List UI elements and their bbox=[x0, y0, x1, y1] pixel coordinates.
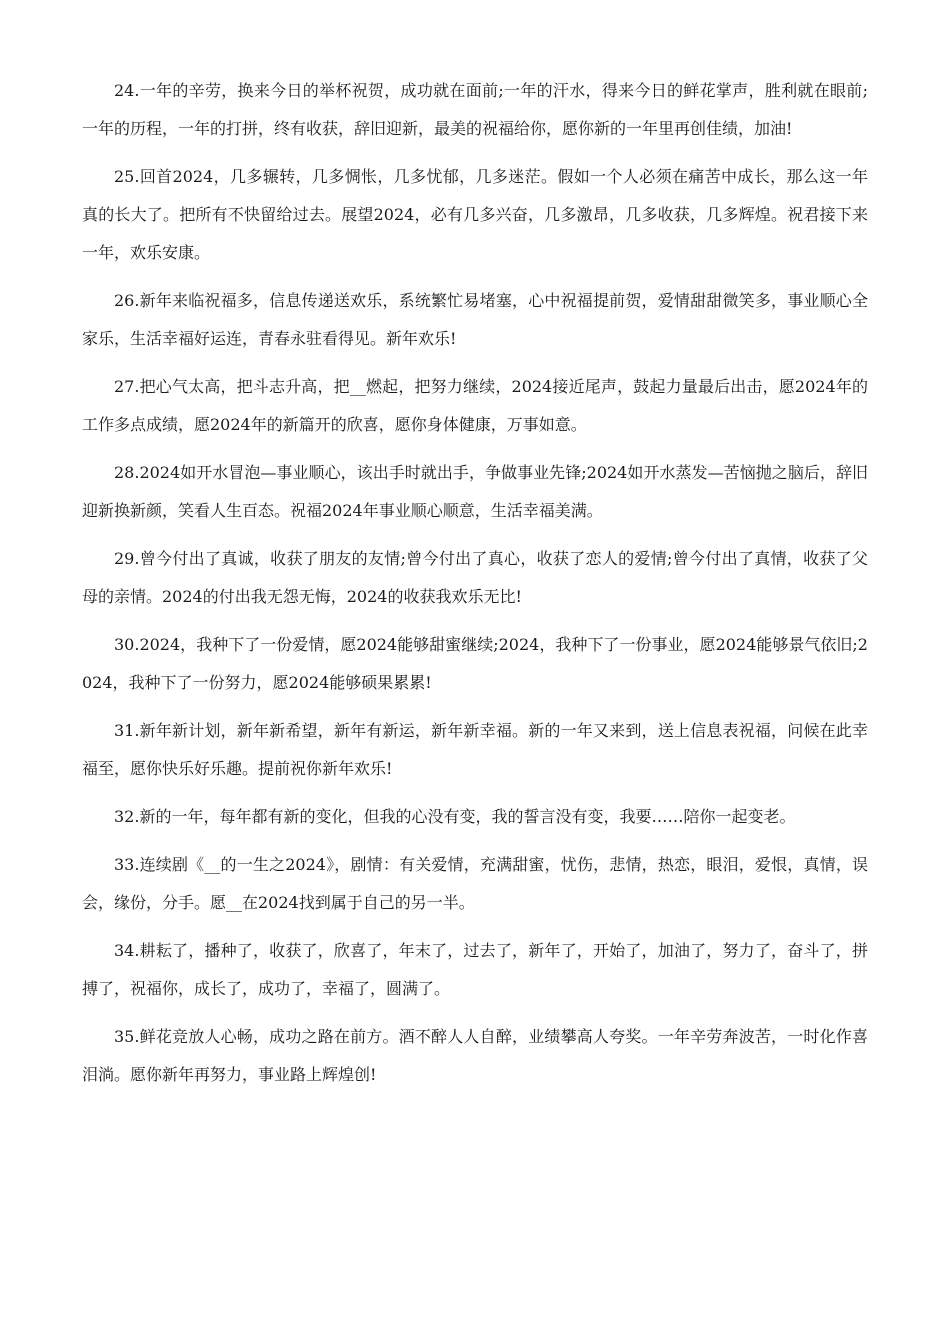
paragraph-25: 25.回首2024，几多辗转，几多惆怅，几多忧郁，几多迷茫。假如一个人必须在痛苦中成长，那么这一年真的长大了。把所有不快留给过去。展望2024，必有几多兴奋，几多激昂，几多收获，几多辉煌。祝君接下来一年，欢乐安康。 bbox=[82, 167, 868, 262]
paragraph-34: 34.耕耘了，播种了，收获了，欣喜了，年末了，过去了，新年了，开始了，加油了，努力了，奋斗了，拼搏了，祝福你，成长了，成功了，幸福了，圆满了。 bbox=[82, 941, 868, 998]
paragraph-29: 29.曾今付出了真诚，收获了朋友的友情;曾今付出了真心，收获了恋人的爱情;曾今付出了真情，收获了父母的亲情。2024的付出我无怨无悔，2024的收获我欢乐无比! bbox=[82, 549, 868, 606]
paragraph-30: 30.2024，我种下了一份爱情，愿2024能够甜蜜继续;2024，我种下了一份事业，愿2024能够景气依旧;2024，我种下了一份努力，愿2024能够硕果累累! bbox=[82, 635, 868, 692]
paragraph-26: 26.新年来临祝福多，信息传递送欢乐，系统繁忙易堵塞，心中祝福提前贺，爱情甜甜微笑多，事业顺心全家乐，生活幸福好运连，青春永驻看得见。新年欢乐! bbox=[82, 291, 868, 348]
paragraph-28: 28.2024如开水冒泡—事业顺心，该出手时就出手，争做事业先锋;2024如开水蒸发—苦恼抛之脑后，辞旧迎新换新颜，笑看人生百态。祝福2024年事业顺心顺意，生活幸福美满。 bbox=[82, 463, 868, 520]
paragraph-27: 27.把心气太高，把斗志升高，把__燃起，把努力继续，2024接近尾声，鼓起力量最后出击，愿2024年的工作多点成绩，愿2024年的新篇开的欣喜，愿你身体健康，万事如意。 bbox=[82, 377, 868, 434]
paragraph-35: 35.鲜花竞放人心畅，成功之路在前方。酒不醉人人自醉，业绩攀高人夸奖。一年辛劳奔波苦，一时化作喜泪淌。愿你新年再努力，事业路上辉煌创! bbox=[82, 1027, 868, 1084]
paragraph-24: 24.一年的辛劳，换来今日的举杯祝贺，成功就在面前;一年的汗水，得来今日的鲜花掌声，胜利就在眼前;一年的历程，一年的打拼，终有收获，辞旧迎新，最美的祝福给你，愿你新的一年里再创佳绩，加油! bbox=[82, 81, 868, 138]
paragraph-31: 31.新年新计划，新年新希望，新年有新运，新年新幸福。新的一年又来到，送上信息表祝福，问候在此幸福至，愿你快乐好乐趣。提前祝你新年欢乐! bbox=[82, 721, 868, 778]
paragraph-33: 33.连续剧《__的一生之2024》，剧情：有关爱情，充满甜蜜，忧伤，悲情，热恋，眼泪，爱恨，真情，误会，缘份，分手。愿__在2024找到属于自己的另一半。 bbox=[82, 855, 868, 912]
paragraph-32: 32.新的一年，每年都有新的变化，但我的心没有变，我的誓言没有变，我要……陪你一起变老。 bbox=[114, 807, 796, 826]
